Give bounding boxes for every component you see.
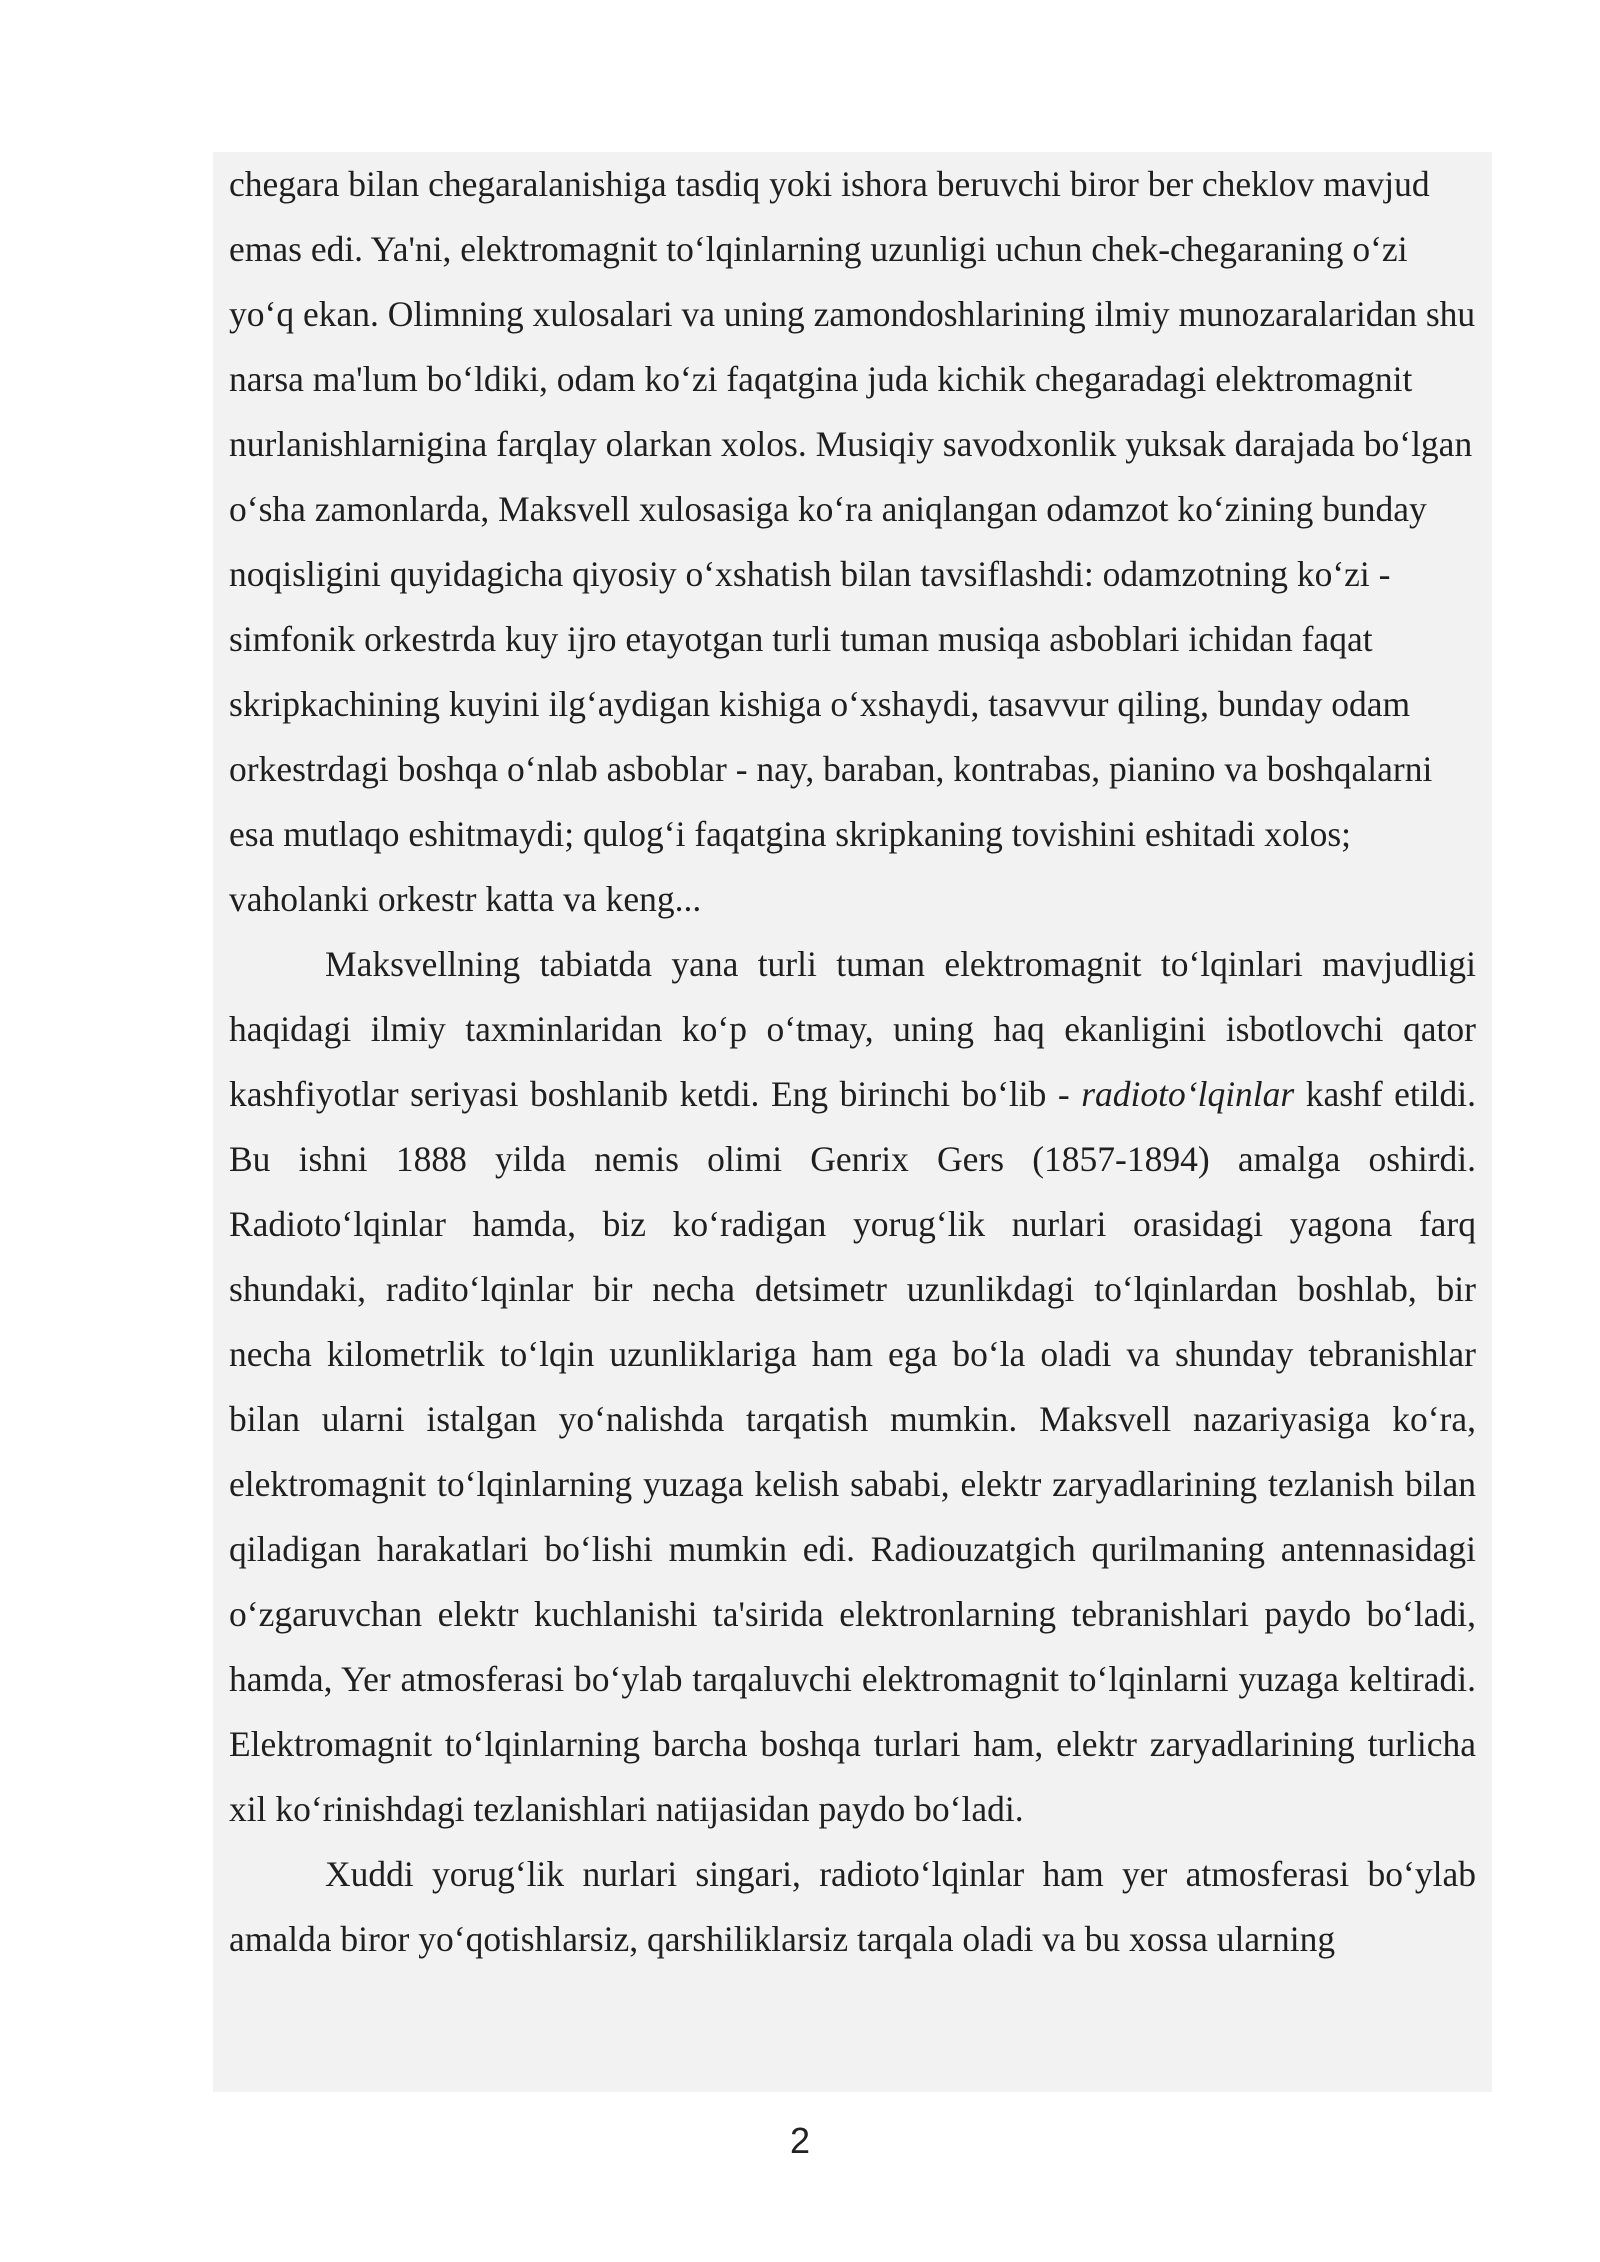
paragraph-2-text-end: kashf etildi. Bu ishni 1888 yilda nemis olimi Genrix Gers (1857-1894) amalga oshirdi. Radioto‘lqinlar hamda, biz ko‘radigan yorug‘lik nurlari orasidagi yagona farq shundaki, radito‘lqinlar bir necha detsimetr uzunlikdagi to‘lqinlardan boshlab, bir necha kilometrlik to‘lqin uzunliklariga ham ega bo‘la oladi va shunday tebranishlar bilan ularni istalgan yo‘nalishda tarqatish mumkin. Maksvell nazariyasiga ko‘ra, elektromagnit to‘lqinlarning yuzaga kelish sababi, elektr zaryadlarining tezlanish bilan qiladigan harakatlari bo‘lishi mumkin edi. Radiouzatgich qurilmaning antennasidagi o‘zgaruvchan elektr kuchlanishi ta'sirida elektronlarning tebranishlari paydo bo‘ladi, hamda, Yer atmosferasi bo‘ylab tarqaluvchi elektromagnit to‘lqinlarni yuzaga keltiradi. Elektromagnit to‘lqinlarning barcha boshqa turlari ham, elektr zaryadlarining turlicha xil ko‘rinishdagi tezlanishlari natijasidan paydo bo‘ladi. [229,1074,1476,1829]
paragraph-2 [229,932,1476,1842]
paragraph-3: Xuddi yorug‘lik nurlari singari, radioto‘lqinlar ham yer atmosferasi bo‘ylab amalda biror yo‘qotishlarsiz, qarshiliklarsiz tarqala oladi va bu xossa ularning [229,1854,1476,1959]
paragraph-1: chegara bilan chegaralanishiga tasdiq yoki ishora beruvchi biror ber cheklov mavjud emas edi. Ya'ni, elektromagnit to‘lqinlarning uzunligi uchun chek-chegaraning o‘zi yo‘q ekan. Olimning xulosalari va uning zamondoshlarining ilmiy munozaralaridan shu narsa ma'lum bo‘ldiki, odam ko‘zi faqatgina juda kichik chegaradagi elektromagnit nurlanishlarnigina farqlay olarkan xolos. Musiqiy savodxonlik yuksak darajada bo‘lgan o‘sha zamonlarda, Maksvell xulosasiga ko‘ra aniqlangan odamzot ko‘zining bunday noqisligini quyidagicha qiyosiy o‘xshatish bilan tavsiflashdi: odamzotning ko‘zi - simfonik orkestrda kuy ijro etayotgan turli tuman musiqa asboblari ichidan faqat skripkachining kuyini ilg‘aydigan kishiga o‘xshaydi, tasavvur qiling, bunday odam orkestrdagi boshqa o‘nlab asboblar - nay, baraban, kontrabas, pianino va boshqalarni esa mutlaqo eshitmaydi; qulog‘i faqatgina skripkaning tovishini eshitadi xolos; vaholanki orkestr katta va keng... [229,164,1476,919]
paragraph-2-italic-term: radioto‘lqinlar [1081,1074,1295,1114]
text-block [213,152,1492,2092]
page-number: 2 [789,2120,811,2161]
text-body [229,152,1476,1972]
paragraph-2-text-start: Maksvellning tabiatda yana turli tuman elektromagnit to‘lqinlari mavjudligi haqidagi ilmiy taxminlaridan ko‘p o‘tmay, uning haq ekanligini isbotlovchi qator kashfiyotlar seriyasi boshlanib ketdi. Eng birinchi bo‘lib - [229,944,1476,1114]
